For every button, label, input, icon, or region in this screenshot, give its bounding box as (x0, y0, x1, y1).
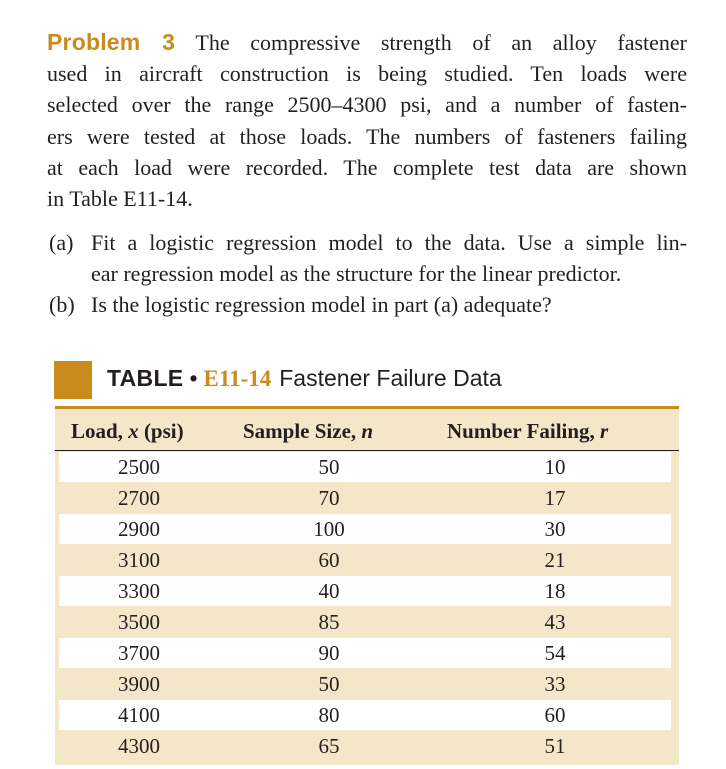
cell-number-failing: 43 (544, 610, 566, 634)
cell-load: 3100 (118, 548, 160, 572)
table-header-rule (55, 450, 679, 451)
cell-sample-size: 40 (318, 579, 340, 603)
table-row (59, 638, 671, 668)
table-row (59, 607, 671, 637)
cell-sample-size: 50 (318, 672, 340, 696)
table-caption (54, 359, 674, 403)
cell-load: 4100 (118, 703, 160, 727)
data-table (55, 406, 679, 765)
part-b-line-1: Is the logistic regression model in part (a) adequate? (91, 292, 552, 317)
cell-number-failing: 21 (544, 548, 566, 572)
caption-square-icon (54, 361, 92, 399)
problem-line-5: at each load were recorded. The complete test data are shown (47, 154, 687, 180)
cell-number-failing: 18 (544, 579, 566, 603)
cell-sample-size: 85 (318, 610, 340, 634)
problem-parts (47, 227, 687, 320)
caption-table-number: E11-14 (203, 366, 272, 391)
header-number-failing: Number Failing, r (447, 419, 609, 443)
cell-number-failing: 33 (544, 672, 566, 696)
cell-load: 3900 (118, 672, 160, 696)
problem-label: Problem 3 (47, 29, 176, 55)
problem-line-6: in Table E11-14. (47, 186, 193, 212)
table-header (55, 409, 679, 451)
part-a (47, 227, 687, 289)
table-row (59, 545, 671, 575)
problem-line-1: Problem 3 The compressive strength of an alloy fastener (47, 29, 687, 55)
caption-table-title: Fastener Failure Data (279, 365, 502, 391)
table-body (59, 452, 671, 762)
cell-load: 4300 (118, 734, 160, 758)
part-b (47, 289, 687, 320)
cell-load: 2700 (118, 486, 160, 510)
cell-sample-size: 50 (318, 455, 340, 479)
part-b-label: (b) (49, 292, 75, 317)
part-a-line-2: ear regression model as the structure for the linear predictor. (91, 261, 622, 286)
table-row (59, 731, 671, 761)
caption-text (107, 361, 502, 396)
cell-sample-size: 70 (318, 486, 340, 510)
part-a-line-1: Fit a logistic regression model to the data. Use a simple lin- (91, 230, 687, 255)
cell-load: 2500 (118, 455, 160, 479)
part-a-label: (a) (49, 230, 74, 255)
table-row (59, 700, 671, 730)
cell-number-failing: 30 (544, 517, 566, 541)
cell-load: 3700 (118, 641, 160, 665)
header-load: Load, x (psi) (71, 419, 184, 443)
cell-number-failing: 10 (544, 455, 566, 479)
problem-line-4: ers were tested at those loads. The numbers of fasteners failing (47, 123, 687, 149)
problem-line-2: used in aircraft construction is being studied. Ten loads were (47, 61, 687, 87)
cell-sample-size: 90 (318, 641, 340, 665)
header-sample-size: Sample Size, n (243, 419, 374, 443)
problem-statement (47, 27, 687, 214)
table-row (59, 483, 671, 513)
cell-load: 3300 (118, 579, 160, 603)
cell-sample-size: 100 (313, 517, 345, 541)
caption-bullet: • (189, 365, 198, 391)
table-row (59, 514, 671, 544)
table-row (59, 576, 671, 606)
cell-sample-size: 65 (318, 734, 340, 758)
cell-load: 2900 (118, 517, 160, 541)
cell-number-failing: 54 (544, 641, 566, 665)
caption-table-word: TABLE (107, 365, 184, 391)
cell-sample-size: 60 (318, 548, 340, 572)
cell-load: 3500 (118, 610, 160, 634)
cell-number-failing: 51 (544, 734, 566, 758)
cell-sample-size: 80 (318, 703, 340, 727)
cell-number-failing: 60 (544, 703, 566, 727)
problem-line-3: selected over the range 2500–4300 psi, and a number of fasten- (47, 92, 687, 118)
table-row (59, 669, 671, 699)
cell-number-failing: 17 (544, 486, 566, 510)
table-row (59, 452, 671, 482)
